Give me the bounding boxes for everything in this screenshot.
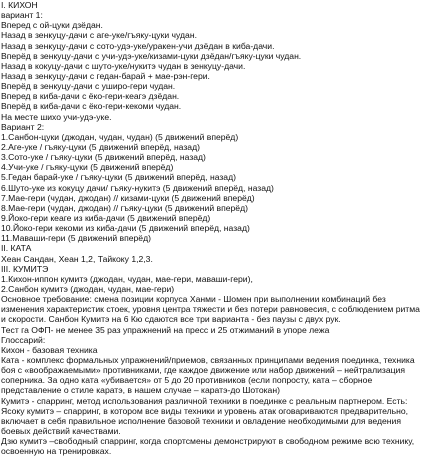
text-line: Назад в зенкуцу-дачи с аге-уке/гъяку-цуки чудан.	[1, 30, 197, 41]
glossary-heading: Глоссарий:	[1, 334, 46, 345]
list-item: 10.Йоко-гери кекоми из киба-дачи (5 движений вперёд, назад)	[1, 223, 250, 234]
text-line: Назад в кокуцу-дачи с шуто-уке/нукитэ чудан в зенкуцу-дачи.	[1, 60, 246, 71]
glossary-entry-kihon: Кихон - базовая техника	[1, 344, 98, 355]
text-line: Вперед в киба-дачи с ёко-гери-кеагэ дзёдан.	[1, 91, 180, 102]
list-item: 11.Маваши-гери (5 движений вперёд)	[1, 233, 151, 244]
ofp-test-line: Тест га ОФП- не менее 35 раз упражнений на пресс и 25 отжиманий в упоре лежа	[1, 324, 330, 335]
list-item: 4.Учи-уке / гъяку-цуки (5 движений вперёд)	[1, 162, 174, 173]
list-item: 1.Кихон-иппон кумитэ (джодан, чудан, мае-гери, маваши-гери),	[1, 273, 253, 284]
glossary-entry-dzyu-kumite: Дзю кумитэ –свободный спарринг, когда спортсмены демонстрируют в свободном режиме всю технику, освоенную на тренировках.	[1, 436, 415, 457]
list-item: 8.Мае-гери (чудан, джодан) // гъяку-цуки (5 движений вперёд)	[1, 202, 248, 213]
list-item: 2.Санбон кумитэ (джодан, чудан, мае-гери)	[1, 283, 175, 294]
section-heading-kata: II. КАТА	[1, 243, 32, 254]
list-item: 2.Аге-уке / гъяку-цуки (5 движений вперёд, назад)	[1, 141, 200, 152]
text-line: На месте шихо учи-удэ-уке.	[1, 111, 112, 122]
text-line: Хеан Сандан, Хеан 1,2, Тайкоку 1,2,3.	[1, 253, 153, 264]
document-page	[1, 0, 422, 457]
text-line: Назад в зенкуцу-дачи с гедан-барай + мае-рэн-гери.	[1, 70, 210, 81]
text-line: Вперёд в зенкуцу-дачи с учи-удэ-уке/кизами-цуки дзёдан/гъяку-цуки чудан.	[1, 50, 302, 61]
section-heading-kumite: III. КУМИТЭ	[1, 263, 49, 274]
list-item: 3.Сото-уке / гъяку-цуки (5 движений вперёд, назад)	[1, 152, 206, 163]
glossary-entry-kata: Ката - комплекс формальных упражнений/приемов, связанных принципами ведения поединка, техника боя с «воображаемыми» противниками, где каждое движение или набор движений – нейтрализация соперника. За одно ката «убивается» от 5 до 20 противников (если попросту, ката – сборное представление о стиле каратэ, в нашем случае – каратэ-до Шотокан)	[1, 355, 415, 396]
variant-2-heading: Вариант 2:	[1, 121, 45, 132]
glossary-entry-kumite: Кумитэ - спарринг, метод использования различной техники в поединке с реальным партнером. Есть: Ясоку кумитэ – спарринг, в котором все виды техники и уровень атак оговариваются предварительно, включает в себя правильное исполнение базовой техники и овладение необходимыми для ведения боевых действий качествами.	[1, 395, 409, 437]
text-line: Вперёд в киба-дачи с ёко-гери-кекоми чудан.	[1, 101, 182, 112]
text-line: Вперёд в зенкуцу-дачи с уширо-гери чудан.	[1, 81, 176, 92]
variant-1-heading: вариант 1:	[1, 10, 43, 21]
list-item: 7.Мае-гери (чудан, джодан) // кизами-цуки (5 движений вперёд)	[1, 192, 255, 203]
list-item: 5.Гедан барай-уке / гъяку-цуки (5 движений вперёд, назад)	[1, 172, 236, 183]
list-item: 6.Шуто-уке из кокуцу дачи/ гъяку-нукитэ (5 движений вперёд, назад)	[1, 182, 274, 193]
text-line: Вперед с ой-цуки дзёдан.	[1, 20, 103, 31]
section-heading-kihon: I. КИХОН	[1, 0, 38, 10]
text-line: Назад в зенкуцу-дачи с сото-удэ-уке/уракен-учи дзёдан в киба-дачи.	[1, 40, 275, 51]
list-item: 1.Санбон-цуки (джодан, чудан, чудан) (5 движений вперёд)	[1, 131, 239, 142]
requirement-paragraph: Основное требование: смена позиции корпуса Ханми - Шомен при выполнении комбинаций без изменения характеристик стоек, уровня центра тяжести и без потери равновесия, с соблюдением ритма и скорости. Санбон Кумитэ на 6 Кю сдаются все три варианта - без паузы с двух рук.	[1, 294, 420, 325]
list-item: 9.Йоко-гери кеаге из киба-дачи (5 движений вперёд)	[1, 212, 211, 223]
